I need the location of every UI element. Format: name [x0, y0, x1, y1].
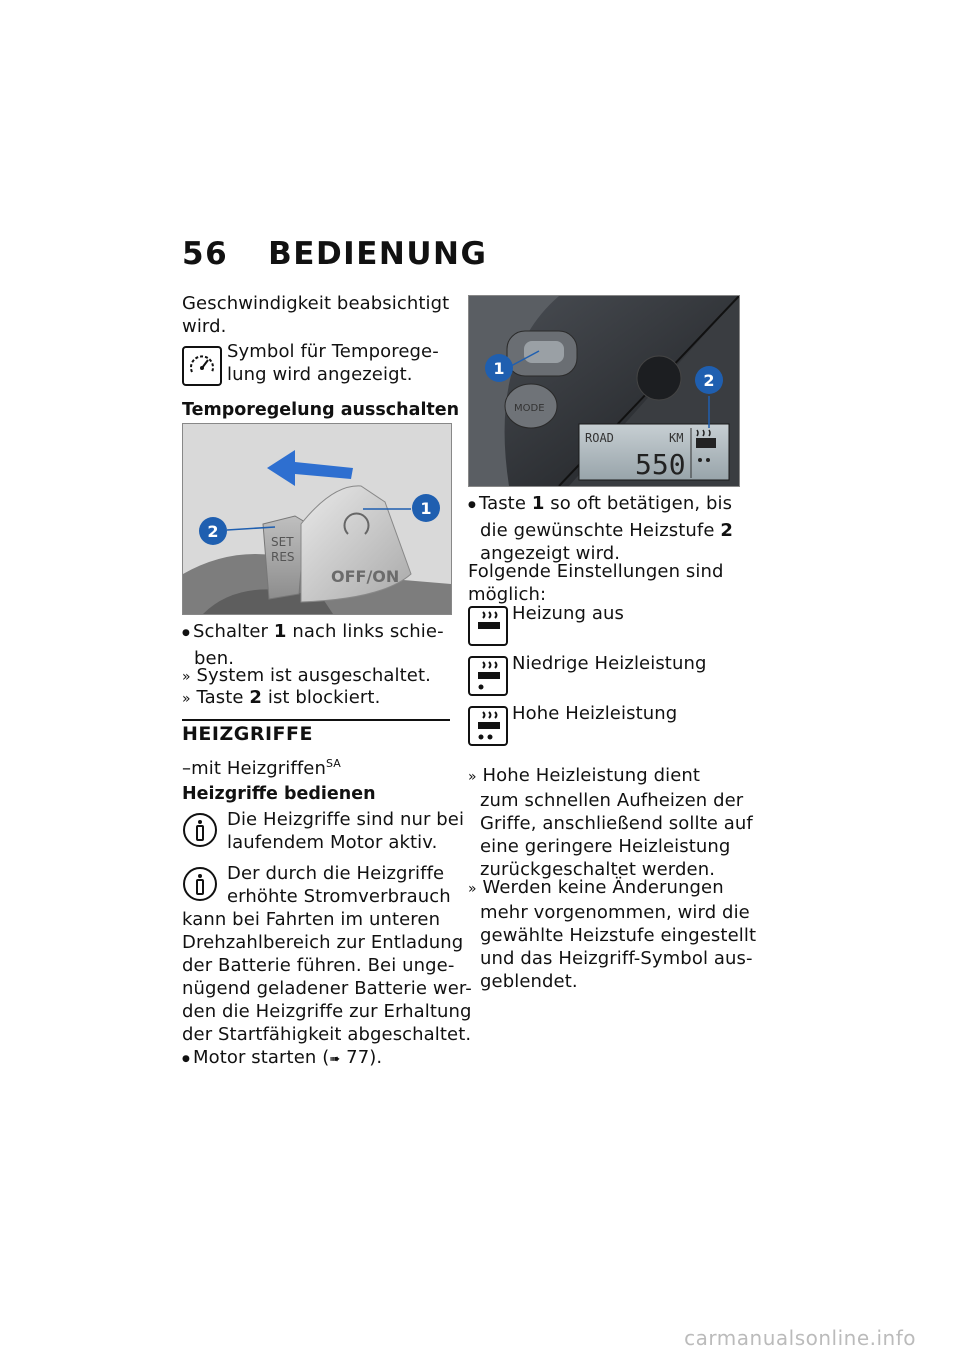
step-start-engine: ● Motor starten (➠ 77). — [182, 1046, 382, 1073]
intro-line-2: wird. — [182, 316, 227, 337]
watermark: carmanualsonline.info — [684, 1326, 916, 1350]
fig2-callout-1: 1 — [493, 359, 505, 378]
info-note-2-top: Der durch die Heizgriffe erhöhte Stromverbrauch — [227, 863, 451, 907]
section-divider — [182, 719, 450, 721]
bullet — [182, 621, 193, 642]
info-note-2-body: kann bei Fahrten im unteren Drehzahlbereich zur Entladung der Batterie führen. Bei unge- nügend geladener Batterie wer- den die Heizgriffe zur Erhaltung der Startfähigkeit abgeschaltet. — [182, 909, 472, 1045]
level-off-text: Heizung aus — [512, 603, 624, 624]
page-title: BEDIENUNG — [268, 236, 488, 272]
fig1-offon-label: OFF/ON — [331, 567, 400, 586]
result-button-blocked: » Taste 2 ist blockiert. — [182, 687, 381, 708]
result-system-off: » System ist ausgeschaltet. — [182, 665, 431, 686]
level-low-text: Niedrige Heizleistung — [512, 653, 707, 674]
section-subtitle: –mit Heizgriffen$^{SA}$ — [182, 757, 341, 779]
info-icon — [182, 866, 218, 902]
intro-line-1: Geschwindigkeit beabsichtigt — [182, 293, 450, 314]
heated-grip-figure — [468, 295, 740, 487]
fig2-display-km: KM — [669, 431, 684, 445]
level-high-text: Hohe Heizleistung — [512, 703, 678, 724]
note-no-changes: » Werden keine Änderungen mehr vorgenommen, wird die gewählte Heizstufe eingestellt und das Heizgriff-Symbol aus- geblendet. — [468, 877, 757, 992]
page-header — [182, 236, 487, 272]
page-reference-arrow-icon: ➠ — [329, 1052, 341, 1067]
page-number: 56 — [182, 236, 229, 272]
info-icon — [182, 812, 218, 848]
heated-grip-low-icon — [468, 656, 508, 696]
intro-text — [182, 292, 449, 338]
step-switch-left: ● Schalter 1 nach links schie- ben. — [182, 620, 444, 670]
heading-cruise-off: Temporegelung ausschalten — [182, 400, 460, 420]
fig2-display-road: ROAD — [585, 431, 614, 445]
fig2-display-value: 550 — [635, 448, 686, 481]
fig1-callout-2: 2 — [207, 522, 219, 541]
switch-figure — [182, 423, 452, 615]
info-note-1: Die Heizgriffe sind nur bei laufendem Motor aktiv. — [227, 809, 465, 853]
fig1-res-label: RES — [271, 550, 295, 564]
section-title-heated-grips: HEIZGRIFFE — [182, 723, 313, 745]
fig2-mode-label: MODE — [514, 403, 545, 414]
step1-cont: ben. — [194, 648, 235, 669]
cruise-icon-line-2: lung wird angezeigt. — [227, 364, 413, 385]
heated-grip-off-icon — [468, 606, 508, 646]
options-intro: Folgende Einstellungen sind möglich: — [468, 561, 724, 605]
fig2-callout-2: 2 — [703, 371, 715, 390]
fig1-callout-1: 1 — [420, 499, 432, 518]
cruise-control-icon — [182, 346, 222, 386]
special-accessory-mark: SA — [325, 757, 341, 770]
heading-operate-grips: Heizgriffe bedienen — [182, 784, 376, 804]
note-high-heat: » Hohe Heizleistung dient zum schnellen Aufheizen der Griffe, anschließend sollte auf eine geringere Heizleistung zurückgeschaltet werden. — [468, 765, 753, 880]
fig1-set-label: SET — [271, 535, 294, 549]
step-press-button: ● Taste 1 so oft betätigen, bis die gewünschte Heizstufe 2 angezeigt wird. — [468, 492, 733, 565]
cruise-icon-text — [227, 340, 439, 386]
heated-grip-high-icon — [468, 706, 508, 746]
cruise-icon-line-1: Symbol für Temporege- — [227, 341, 439, 362]
